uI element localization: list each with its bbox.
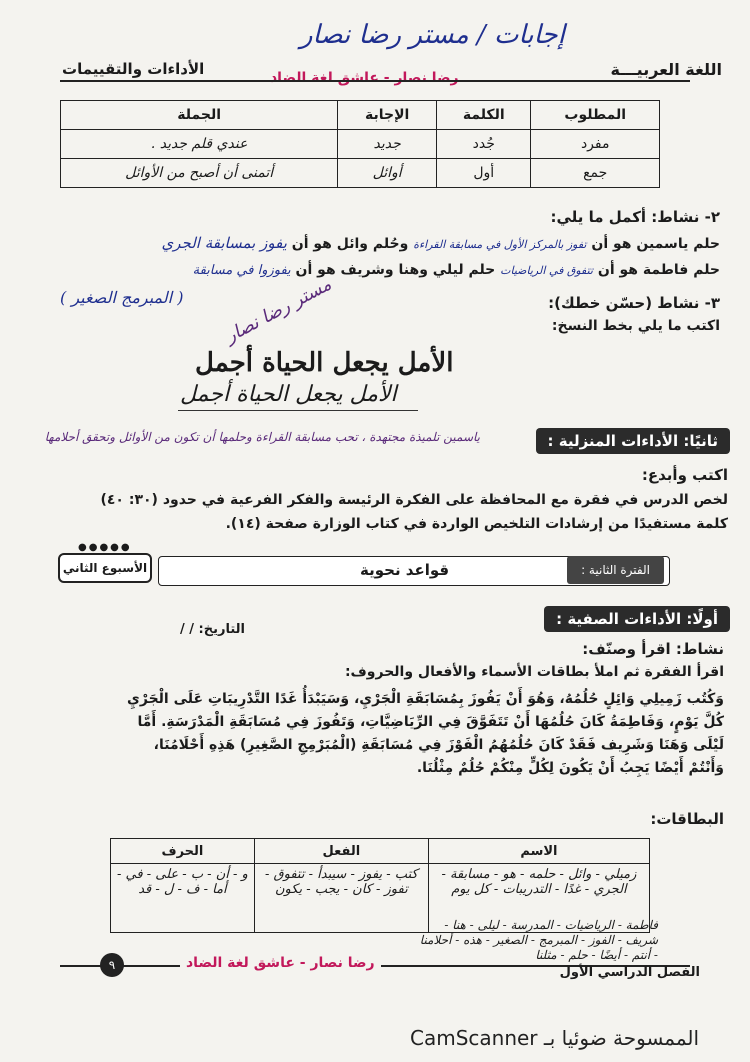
table-header-row [61,101,660,130]
table-cell-answer: أوائل [338,159,437,188]
paragraph-line: كُلَّ يَوْمٍ، وَفَاطِمَةُ كَانَ حُلُمُهَا أَنْ تَتَفَوَّقَ فِي الرِّيَاضِيَّاتِ، وَتَفُوزَ فِي مُسَابَقَةِ الْمَدْرَسَةِ. أَمَّا [137,714,724,730]
date-label: التاريخ: / / [180,622,246,637]
activity2-line2-mid: حلم ليلي وهنا وشريف هو أن [295,262,496,278]
footer-author: رضا نصار - عاشق لغة الضاد [180,955,381,971]
homework-band: ثانيًا: الأداءات المنزلية : [536,428,731,454]
activity2-line2 [30,262,720,278]
week-dots: ●●●●● [78,542,132,553]
write-instruction-1: لخص الدرس في فقرة مع المحافظة على الفكرة الرئيسة والفكر الفرعية في حدود (٣٠: ٤٠) [100,492,728,508]
table-cell: جمع [531,159,660,188]
cards-header: الاسم [428,839,649,864]
table-cell: أول [437,159,531,188]
activity2-line1-answer2: يفوز بمسابقة الجري [161,234,287,252]
table-header: الجملة [61,101,338,130]
activity3-instruction: اكتب ما يلي بخط النسخ: [551,318,720,334]
classroom-band: أولًا: الأداءات الصفية : [544,606,730,632]
cards-cell-particle: و - أن - ب - على - في - أما - ف - ل - قد [111,864,255,933]
table-header: الكلمة [437,101,531,130]
activity2-line3-answer: ( المبرمج الصغير ) [60,288,184,307]
cards-header: الفعل [254,839,428,864]
table-header: الإجابة [338,101,437,130]
calligraphy-model: الأمل يجعل الحياة أجمل [195,348,454,378]
table-row [61,159,660,188]
activity2-line2-prefix: حلم فاطمة هو أن [597,262,720,278]
classify-activity: نشاط: اقرأ وصنّف: [582,640,724,658]
week-badge: الأسبوع الثاني [58,553,152,583]
activity2-line2-answer: تتفوق في الرياضيات [500,264,593,277]
period-title: قواعد نحوية [360,561,450,579]
header-divider [60,80,690,82]
table-cell-sentence: عندي قلم جديد . [61,130,338,159]
table-header: المطلوب [531,101,660,130]
write-instruction-2: كلمة مستفيدًا من إرشادات التلخيص الواردة في كتاب الوزارة صفحة (١٤). [225,516,728,532]
paragraph-line: وَأَنْتُمْ أَيْضًا يَجِبُ أَنْ يَكُونَ لِكُلٍّ مِنْكُمْ حُلُمٌ مِثْلُنَا. [416,760,724,776]
handwritten-signature: مستر رضا نصار [221,273,335,348]
activity2-line1 [30,234,720,252]
scanner-watermark: الممسوحة ضوئيا بـ CamScanner [410,1026,700,1050]
table-row [61,130,660,159]
page-number: ٩ [100,953,124,977]
table-cell-answer: جديد [338,130,437,159]
table-cell: جُدد [437,130,531,159]
author-credit: رضا نصار - عاشق لغة الضاد [270,70,459,86]
paragraph-line: لَيْلَى وَهَنَا وَشَرِيف فَقَدْ كَانَ حُلُمُهُمُ الْفَوْزَ فِي مُسَابَقَةِ (الْمُبَرْمِجِ الصَّغِيرِ) هَذِهِ أَحْلَامُنَا، [153,737,724,753]
homework-handwritten-note: ياسمين تلميذة مجتهدة ، تحب مسابقة القراءة وحلمها أن تكون من الأوائل وتحقق أحلامها [44,430,480,444]
write-heading: اكتب وأبدع: [641,466,728,484]
cards-label: البطاقات: [650,810,724,828]
word-table [60,100,660,188]
activity2-line2-answer2: يفوزوا في مسابقة [192,263,291,278]
table-cell: مفرد [531,130,660,159]
activity2-line1-mid: وحُلم وائل هو أن [291,236,409,252]
reading-paragraph [24,688,724,780]
activity2-line1-answer: تفوز بالمركز الأول في مسابقة القراءة [413,238,587,251]
semester-label: الفصل الدراسي الأول [559,965,700,980]
classify-instruction: اقرأ الفقرة ثم املأ بطاقات الأسماء والأفعال والحروف: [344,664,724,680]
cards-header-row [111,839,650,864]
cards-cell-noun: زميلي - وائل - حلمه - هو - مسابقة - الجري - غدًا - التدريبات - كل يوم [428,864,649,933]
activity2-heading: ٢- نشاط: أكمل ما يلي: [550,208,720,226]
subject-title: اللغة العربيـــة [610,60,722,79]
paragraph-line: وَكُتُب زَمِيلِي وَائِلٍ حُلُمُهُ، وَهُوَ أَنْ يَفُوزَ بِمُسَابَقَةِ الْجَرْيِ، وَسَيَبْدَأُ غَدًا التَّدْرِيبَاتِ عَلَى الْجَرْيِ [127,691,724,707]
activity3-heading: ٣- نشاط (حسّن خطك): [548,294,720,312]
activity2-line1-prefix: حلم ياسمين هو أن [591,236,720,252]
calligraphy-line [178,410,418,411]
table-cell-sentence: أتمنى أن أصبح من الأوائل [61,159,338,188]
cards-header: الحرف [111,839,255,864]
cards-extra-handwriting: فاطمة - الرياضيات - المدرسة - ليلى - هنا - شريف - الفوز - المبرمج - الصغير - هذه - أحلامنا - أنتم - أيضًا - حلم - مثلنا [419,918,658,962]
assessments-title: الأداءات والتقييمات [62,60,205,78]
handwritten-title: إجابات / مستر رضا نصار [300,20,565,50]
period-label: الفترة الثانية : [567,556,664,584]
calligraphy-copy: الأمل يجعل الحياة أجمل [180,382,397,407]
cards-cell-verb: كتب - يفوز - سيبدأ - تتفوق - تفوز - كان - يجب - يكون [254,864,428,933]
